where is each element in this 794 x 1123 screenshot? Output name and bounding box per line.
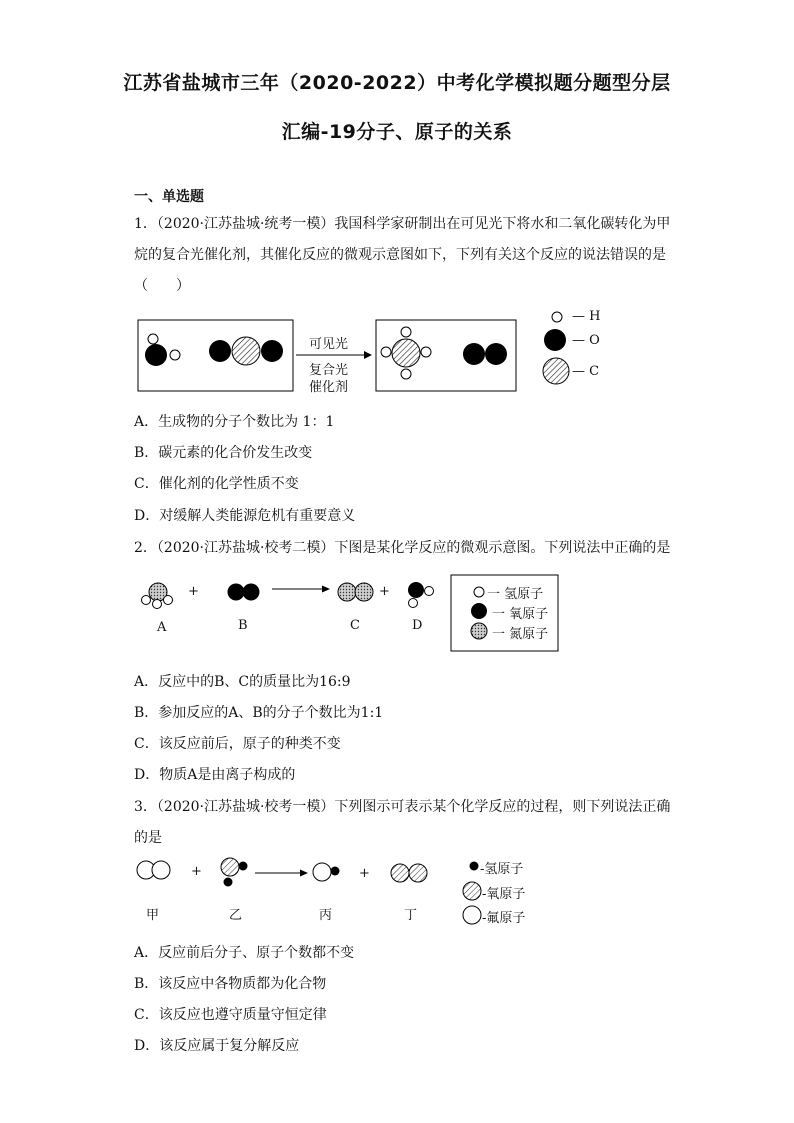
q1-o-atom (209, 340, 231, 362)
q3-plus-2: + (359, 866, 370, 881)
q3-o-atom (221, 858, 239, 876)
q1-legend-h: — H (572, 309, 601, 324)
q2-h-atom (164, 596, 173, 605)
q2-plus-2: + (379, 584, 390, 599)
q3-o-atom (391, 864, 409, 882)
q2-n-atom (355, 583, 373, 601)
q3-option-b: B．该反应中各物质都为化合物 (134, 976, 327, 992)
q3-h-atom (224, 878, 233, 887)
q1-c-atom (232, 337, 260, 365)
question-2-line-1: 2．（2020·江苏盐城·校考二模）下图是某化学反应的微观示意图。下列说法中正确的是 (134, 540, 671, 556)
legend-f-icon (463, 906, 481, 924)
q1-arrow-label-bottom2: 催化剂 (309, 380, 349, 395)
q3-label-ding: 丁 (404, 908, 418, 923)
q1-arrow-label-bottom1: 复合光 (309, 363, 349, 378)
q3-legend-h: -氢原子 (480, 862, 524, 877)
section-heading: 一、单选题 (134, 189, 204, 205)
q3-label-jia: 甲 (146, 908, 160, 923)
legend-n-icon (471, 623, 487, 639)
q1-o-atom (261, 340, 283, 362)
doc-title-line1: 江苏省盐城市三年（2020-2022）中考化学模拟题分题型分层 (123, 72, 671, 94)
q2-label-d: D (412, 618, 423, 633)
q2-label-a: A (157, 620, 167, 635)
q1-legend-c: — C (572, 364, 600, 379)
q1-option-c: C．催化剂的化学性质不变 (134, 476, 299, 492)
q3-arrowhead (300, 870, 308, 877)
q3-legend-f: -氟原子 (482, 911, 526, 926)
q1-c-atom (392, 339, 420, 367)
q1-option-b: B．碳元素的化合价发生改变 (134, 445, 313, 461)
question-3-line-2: 的是 (134, 830, 162, 846)
q1-h-atom (401, 327, 411, 337)
q3-h-atom (331, 867, 340, 876)
q2-option-d: D．物质A是由离子构成的 (134, 767, 296, 783)
q2-option-b: B．参加反应的A、B的分子个数比为1:1 (134, 705, 384, 721)
q1-option-a: A．生成物的分子个数比为 1：1 (134, 414, 335, 430)
question-1-line-3: （ ） (134, 278, 190, 294)
q3-legend-o: -氧原子 (482, 887, 526, 902)
q1-h-atom (381, 347, 391, 357)
q1-h-atom (170, 350, 180, 360)
q3-option-a: A．反应前后分子、原子个数都不变 (134, 945, 355, 961)
legend-o-icon (463, 882, 481, 900)
q3-plus-1: + (191, 864, 202, 879)
q2-legend-h: 一 氢原子 (487, 587, 544, 602)
legend-o-icon (544, 329, 566, 351)
legend-c-icon (543, 358, 569, 384)
q1-h-atom (401, 369, 411, 379)
legend-h-icon (474, 587, 484, 597)
q2-h-atom (142, 596, 151, 605)
q2-legend-n: 一 氮原子 (492, 627, 549, 642)
legend-h-icon (552, 312, 562, 322)
q1-arrowhead (364, 351, 372, 359)
q1-arrow-label-top: 可见光 (309, 337, 349, 352)
question-1-line-2: 烷的复合光催化剂，其催化反应的微观示意图如下，下列有关这个反应的说法错误的是 (134, 247, 666, 263)
q2-option-c: C．该反应前后，原子的种类不变 (134, 736, 341, 752)
legend-h-icon (470, 862, 479, 871)
q2-label-b: B (238, 618, 248, 633)
q1-o-atom (463, 343, 485, 365)
q2-h-atom (425, 587, 434, 596)
question-3-line-1: 3．（2020·江苏盐城·校考一模）下列图示可表示某个化学反应的过程，则下列说法正确 (134, 799, 671, 815)
q1-h-atom (421, 347, 431, 357)
q2-o-atom (228, 584, 245, 601)
q3-o-atom (409, 864, 427, 882)
q2-option-a: A．反应中的B、C的质量比为16:9 (134, 674, 351, 690)
q2-label-c: C (350, 618, 360, 633)
q2-h-atom (153, 600, 162, 609)
q2-legend-o: 一 氧原子 (492, 607, 549, 622)
legend-o-icon (471, 603, 487, 619)
q2-o-atom (243, 584, 260, 601)
q2-plus-1: + (188, 584, 199, 599)
q1-o-atom (145, 344, 167, 366)
q3-option-d: D．该反应属于复分解反应 (134, 1038, 300, 1054)
q1-o-atom (485, 343, 507, 365)
q3-label-bing: 丙 (319, 908, 333, 923)
q1-h-atom (148, 334, 158, 344)
q2-h-atom (409, 599, 418, 608)
q2-o-atom (408, 582, 424, 598)
q3-h-atom (239, 862, 248, 871)
question-1-line-1: 1．（2020·江苏盐城·统考一模）我国科学家研制出在可见光下将水和二氧化碳转化为甲 (134, 216, 671, 232)
q2-n-atom (338, 583, 356, 601)
q3-option-c: C．该反应也遵守质量守恒定律 (134, 1007, 327, 1023)
q3-label-yi: 乙 (229, 908, 243, 923)
q3-f-atom (152, 861, 170, 879)
q1-option-d: D．对缓解人类能源危机有重要意义 (134, 508, 356, 524)
doc-title-line2: 汇编-19分子、原子的关系 (281, 121, 513, 143)
q2-arrowhead (322, 586, 330, 593)
q1-legend-o: — O (572, 333, 600, 348)
q3-f-atom (313, 863, 331, 881)
